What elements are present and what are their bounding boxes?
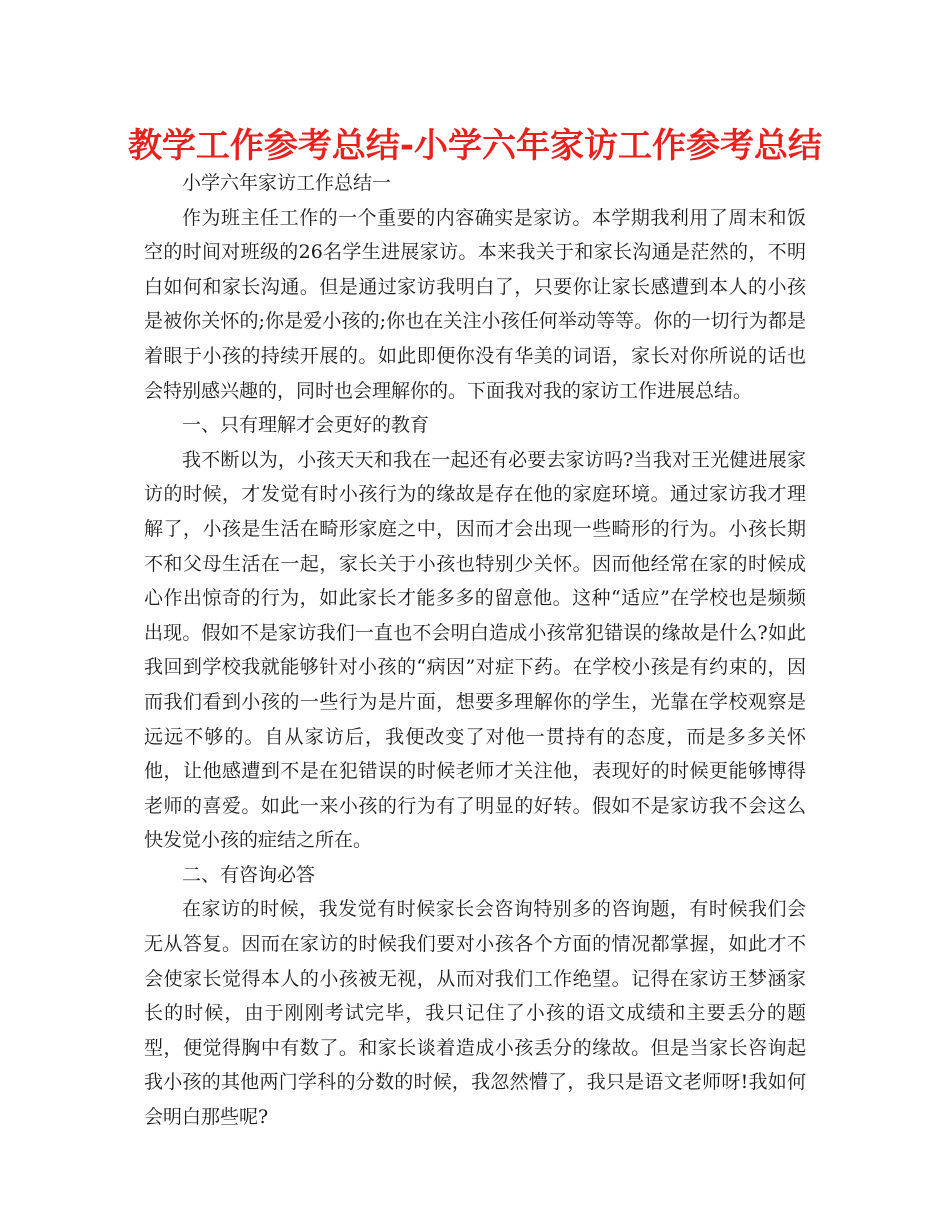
document-body xyxy=(144,166,806,1135)
section-heading: 二、有咨询必答 xyxy=(182,863,316,886)
section-subtitle: 小学六年家访工作总结一 xyxy=(182,172,392,194)
body-paragraph: 我不断以为，小孩天天和我在一起还有必要去家访吗?当我对王光健进展家访的时候，才发觉有时小孩行为的缘故是存在他的家庭环境。通过家访我才理解了，小孩是生活在畸形家庭之中，因而才会出现一些畸形的行为。小孩长期不和父母生活在一起，家长关于小孩也特别少关怀。因而他经常在家的时候成心作出惊奇的行为，如此家长才能多多的留意他。这种“适应”在学校也是频频出现。假如不是家访我们一直也不会明白造成小孩常犯错误的缘故是什么?如此我回到学校我就能够针对小孩的“病因”对症下药。在学校小孩是有约束的，因而我们看到小孩的一些行为是片面，想要多理解你的学生，光靠在学校观察是远远不够的。自从家访后，我便改变了对他一贯持有的态度，而是多多关怀他，让他感遭到不是在犯错误的时候老师才关注他，表现好的时候更能够博得老师的喜爱。如此一来小孩的行为有了明显的好转。假如不是家访我不会这么快发觉小孩的症结之所在。 xyxy=(144,448,806,852)
body-paragraph: 作为班主任工作的一个重要的内容确实是家访。本学期我利用了周末和饭空的时间对班级的26名学生进展家访。本来我关于和家长沟通是茫然的，不明白如何和家长沟通。但是通过家访我明白了，只要你让家长感遭到本人的小孩是被你关怀的;你是爱小孩的;你也在关注小孩任何举动等等。你的一切行为都是着眼于小孩的持续开展的。如此即便你没有华美的词语，家长对你所说的话也会特别感兴趣的，同时也会理解你的。下面我对我的家访工作进展总结。 xyxy=(144,206,806,402)
document-title: 教学工作参考总结-小学六年家访工作参考总结 xyxy=(127,126,823,166)
section-heading: 一、只有理解才会更好的教育 xyxy=(182,414,430,437)
body-paragraph: 在家访的时候，我发觉有时候家长会咨询特别多的咨询题，有时候我们会无从答复。因而在家访的时候我们要对小孩各个方面的情况都掌握，如此才不会使家长觉得本人的小孩被无视，从而对我们工作绝望。记得在家访王梦涵家长的时候，由于刚刚考试完毕，我只记住了小孩的语文成绩和主要丢分的题型，便觉得胸中有数了。和家长谈着造成小孩丢分的缘故。但是当家长咨询起我小孩的其他两门学科的分数的时候，我忽然懵了，我只是语文老师呀!我如何会明白那些呢? xyxy=(144,898,806,1129)
